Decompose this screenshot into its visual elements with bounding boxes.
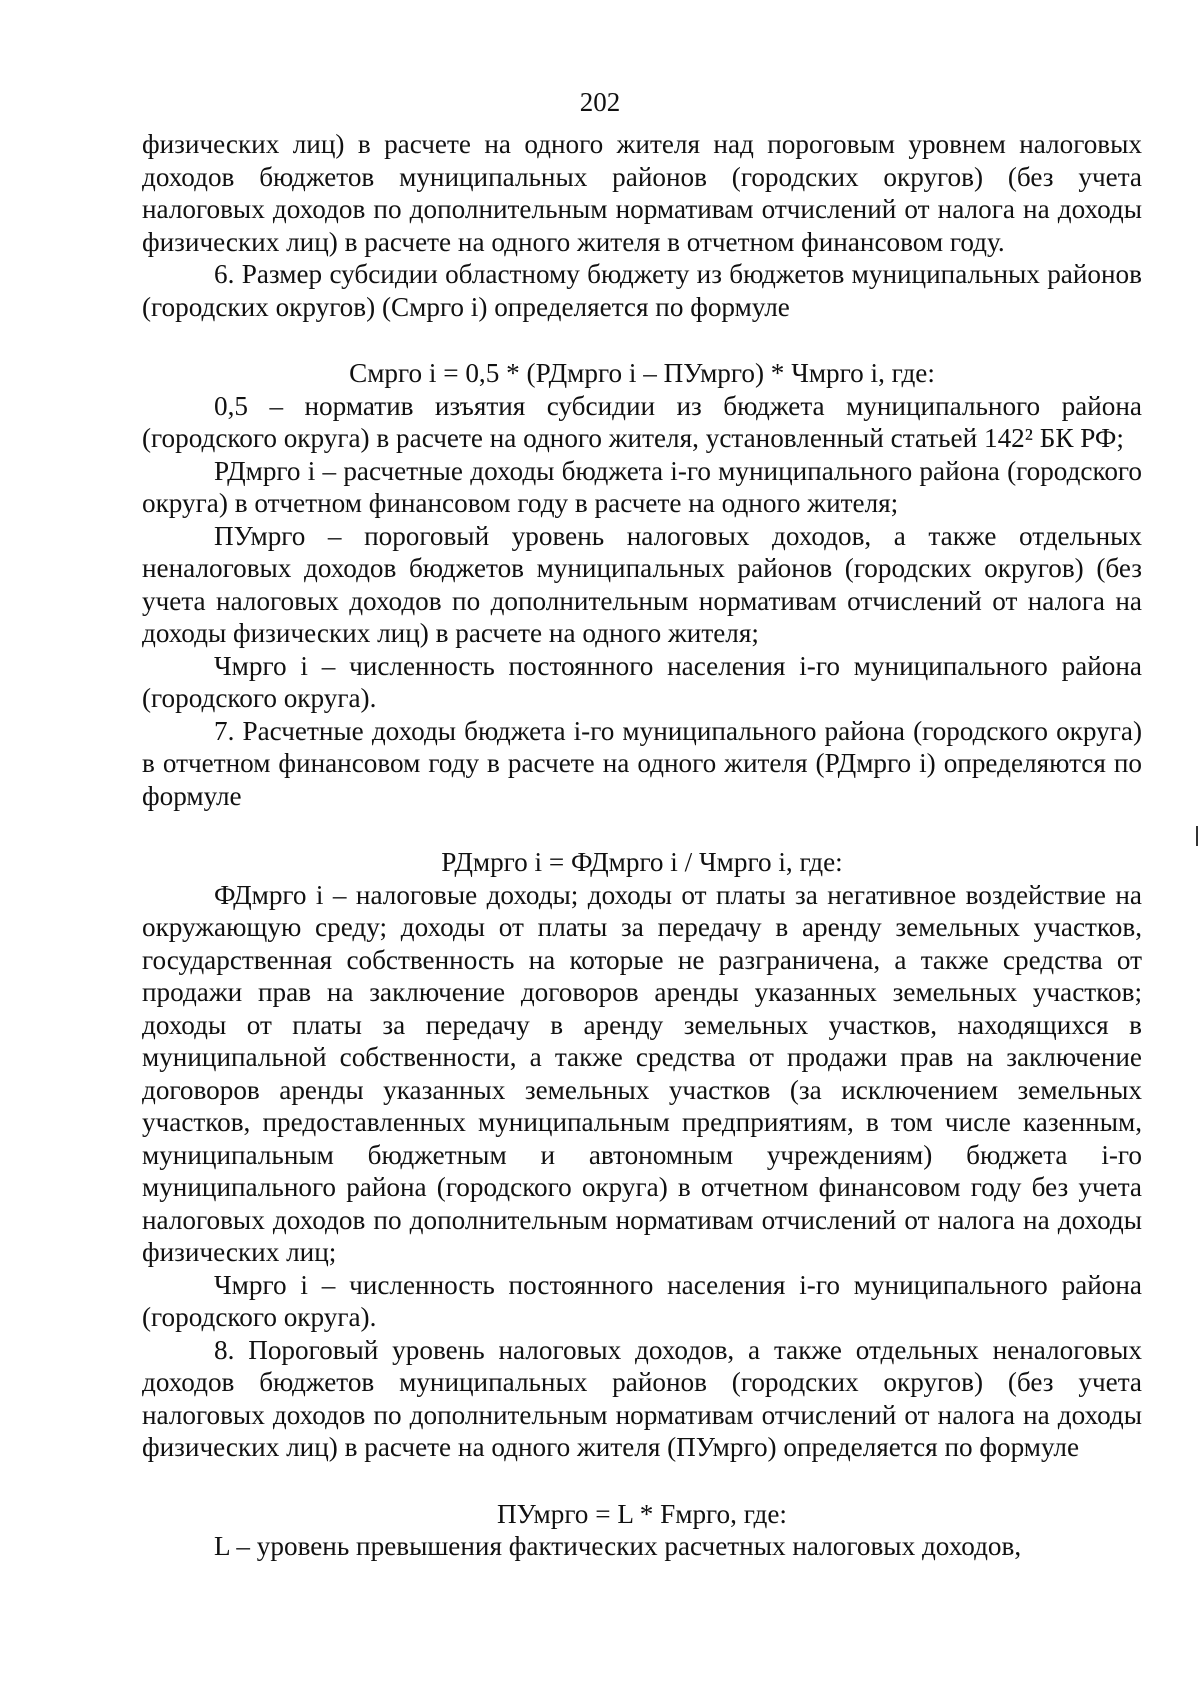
paragraph-continuation: физических лиц) в расчете на одного жителя над пороговым уровнем налоговых доходов бюджетов муниципальных районов (городских округов) (без учета налоговых доходов по дополнительным нормативам отчислений от налога на доходы физических лиц) в расчете на одного жителя в отчетном финансовом году. [142, 129, 1142, 257]
formula-pumrgo: ПУмрго = L * Fмрго, где: [497, 1498, 787, 1529]
definition-coefficient: 0,5 – норматив изъятия субсидии из бюджета муниципального района (городского округа) в расчете на одного жителя, установленный статьей 142² БК РФ; [142, 390, 1142, 453]
definition-chmrgo: Чмрго i – численность постоянного населения i-го муниципального района (городского округа). [142, 650, 1142, 713]
definition-fdmrgo: ФДмрго i – налоговые доходы; доходы от платы за негативное воздействие на окружающую среду; доходы от платы за передачу в аренду земельных участков, государственная собственность на которые не разграничена, а также средства от продажи прав на заключение договоров аренды указанных земельных участков; доходы от платы за передачу в аренду земельных участков, находящихся в муниципальной собственности, а также средства от продажи прав на заключение договоров аренды указанных земельных участков (за исключением земельных участков, предоставленных муниципальным предприятиям, в том числе казенным, муниципальным бюджетным и автономным учреждениям) бюджета i-го муниципального района (городского округа) в отчетном финансовом году без учета налоговых доходов по дополнительным нормативам отчислений от налога на доходы физических лиц; [142, 879, 1142, 1267]
formula-smrgo: Смрго i = 0,5 * (РДмрго i – ПУмрго) * Чмрго i, где: [349, 358, 935, 388]
page-number: 202 [579, 87, 621, 117]
definition-l: L – уровень превышения фактических расчетных налоговых доходов, [214, 1531, 1022, 1561]
definition-pumrgo: ПУмрго – пороговый уровень налоговых доходов, а также отдельных неналоговых доходов бюджетов муниципальных районов (городских округов) (без учета налоговых доходов по дополнительным нормативам отчислений от налога на доходы физических лиц) в расчете на одного жителя; [142, 520, 1142, 648]
document-body [142, 128, 1142, 1563]
definition-chmrgo-2: Чмрго i – численность постоянного населения i-го муниципального района (городского округа). [142, 1269, 1142, 1332]
scan-margin-mark [1196, 826, 1198, 846]
paragraph-item-7: 7. Расчетные доходы бюджета i-го муниципального района (городского округа) в отчетном финансовом году в расчете на одного жителя (РДмрго i) определяются по формуле [142, 715, 1142, 811]
paragraph-item-8: 8. Пороговый уровень налоговых доходов, а также отдельных неналоговых доходов бюджетов муниципальных районов (городских округов) (без учета налоговых доходов по дополнительным нормативам отчислений от налога на доходы физических лиц) в расчете на одного жителя (ПУмрго) определяется по формуле [142, 1334, 1142, 1462]
definition-rdmrgo: РДмрго i – расчетные доходы бюджета i-го муниципального района (городского округа) в отчетном финансовом году в расчете на одного жителя; [142, 455, 1142, 518]
formula-rdmrgo: РДмрго i = ФДмрго i / Чмрго i, где: [441, 847, 843, 877]
paragraph-item-6: 6. Размер субсидии областному бюджету из бюджетов муниципальных районов (городских округов) (Смрго i) определяется по формуле [142, 259, 1142, 322]
